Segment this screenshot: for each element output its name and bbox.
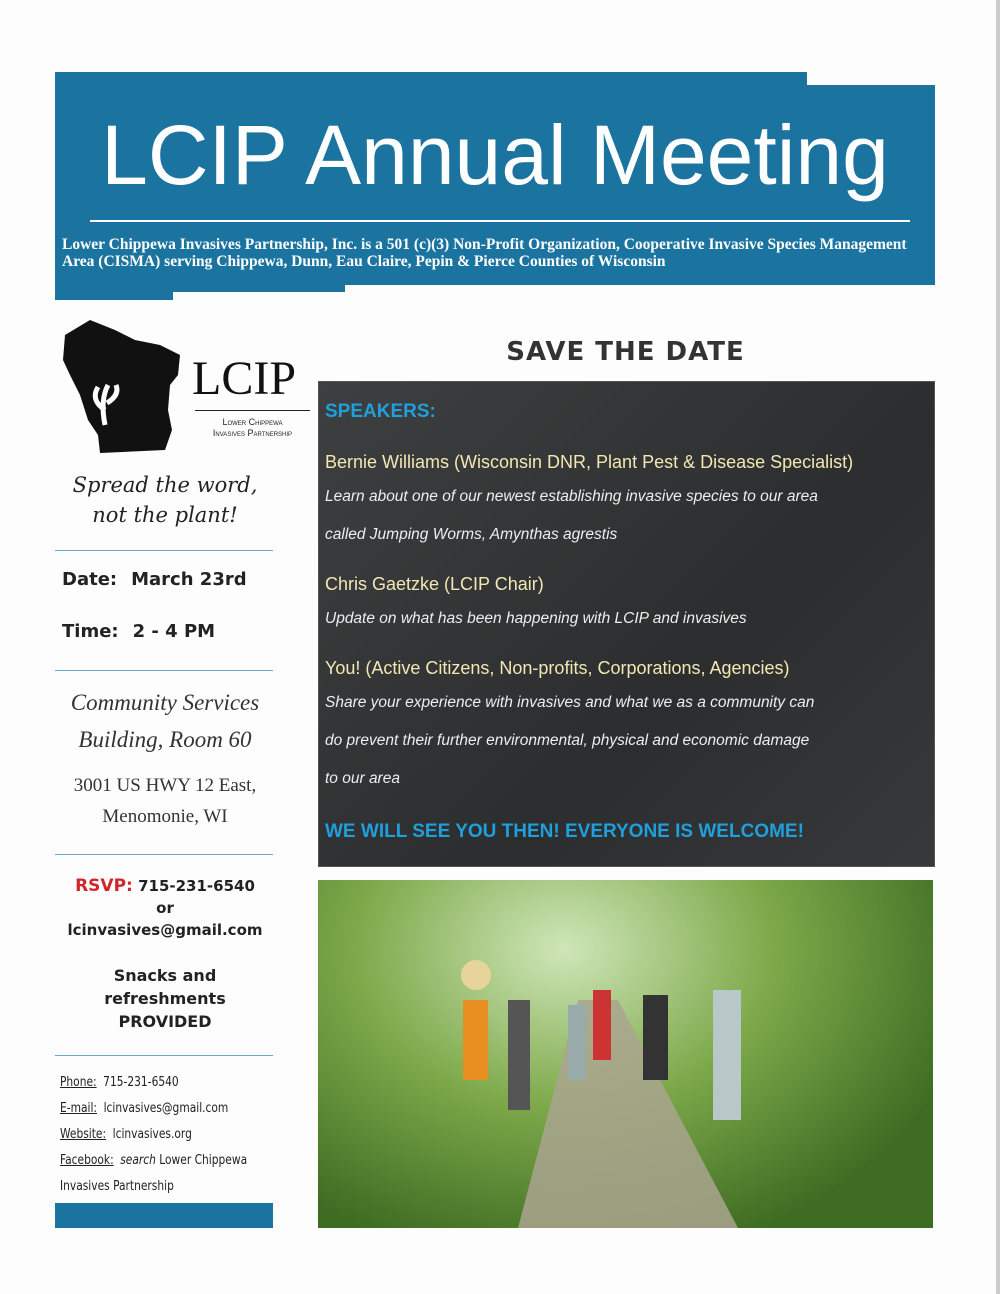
phone-label: Phone: bbox=[60, 1075, 97, 1090]
speakers-heading: SPEAKERS: bbox=[325, 401, 436, 422]
phone-value: 715-231-6540 bbox=[103, 1075, 179, 1090]
page-title: LCIP Annual Meeting bbox=[101, 108, 889, 202]
welcome-message: WE WILL SEE YOU THEN! EVERYONE IS WELCOME! bbox=[325, 821, 804, 842]
snacks-line: Snacks and bbox=[113, 966, 217, 985]
email-link[interactable]: lcinvasives@gmail.com bbox=[103, 1101, 229, 1116]
time-value: 2 - 4 PM bbox=[132, 621, 216, 642]
divider bbox=[55, 670, 273, 671]
desc-line: do prevent their further environmental, physical and economic damage bbox=[325, 732, 810, 749]
divider bbox=[55, 854, 273, 855]
speaker-desc bbox=[325, 600, 747, 638]
page-edge bbox=[996, 0, 1000, 1294]
facebook-name: Lower Chippewa bbox=[159, 1153, 248, 1168]
rsvp-label: RSVP: bbox=[75, 876, 133, 896]
header-subtitle: Lower Chippewa Invasives Partnership, Inc. is a 501 (c)(3) Non-Profit Organization, Cooperative Invasive Species Management Area (CISMA) serving Chippewa, Dunn, Eau Claire, Pepin & Pierce Counties of Wisconsin bbox=[62, 236, 907, 270]
wisconsin-map-logo-icon bbox=[60, 315, 190, 455]
website-label: Website: bbox=[60, 1127, 107, 1142]
logo-line: Invasives Partnership bbox=[212, 428, 293, 438]
speaker-name: Bernie Williams (Wisconsin DNR, Plant Pest & Disease Specialist) bbox=[325, 452, 854, 472]
slogan-line: not the plant! bbox=[92, 503, 238, 527]
address-line: 3001 US HWY 12 East, bbox=[73, 775, 257, 796]
date-label: Date: bbox=[62, 569, 118, 590]
divider bbox=[195, 410, 310, 411]
desc-line: Learn about one of our newest establishing invasive species to our area bbox=[325, 488, 818, 505]
logo-subtitle bbox=[190, 417, 315, 439]
facebook-label: Facebook: bbox=[60, 1153, 114, 1168]
group-outdoor-photo bbox=[318, 880, 933, 1228]
slogan bbox=[45, 470, 285, 530]
website-link[interactable]: lcinvasives.org bbox=[112, 1127, 192, 1142]
save-the-date-heading: SAVE THE DATE bbox=[506, 337, 745, 367]
speaker-desc bbox=[325, 684, 814, 798]
rsvp-email[interactable]: lcinvasives@gmail.com bbox=[67, 921, 263, 939]
desc-line: Update on what has been happening with LCIP and invasives bbox=[325, 610, 747, 627]
snacks-line: refreshments bbox=[104, 989, 226, 1008]
divider bbox=[55, 550, 273, 551]
logo-name: LCIP bbox=[192, 352, 297, 405]
facebook-search: search bbox=[120, 1153, 156, 1168]
time-label: Time: bbox=[62, 621, 119, 642]
contact-info bbox=[60, 1070, 273, 1200]
email-label: E-mail: bbox=[60, 1101, 98, 1116]
venue-line: Building, Room 60 bbox=[78, 727, 252, 752]
date-value: March 23rd bbox=[131, 569, 247, 590]
rsvp-or: or bbox=[156, 899, 174, 917]
address-line: Menomonie, WI bbox=[102, 806, 228, 827]
rsvp bbox=[45, 875, 285, 941]
facebook-name: Invasives Partnership bbox=[60, 1179, 174, 1194]
snacks-note bbox=[55, 964, 275, 1033]
logo-line: Lower Chippewa bbox=[222, 417, 283, 427]
speakers-box bbox=[318, 381, 935, 867]
desc-line: to our area bbox=[325, 770, 400, 787]
address bbox=[45, 770, 285, 832]
divider bbox=[55, 1055, 273, 1056]
snacks-line: PROVIDED bbox=[118, 1012, 212, 1031]
venue-line: Community Services bbox=[70, 690, 260, 715]
venue bbox=[45, 684, 285, 758]
slogan-line: Spread the word, bbox=[72, 473, 258, 497]
photo-scene bbox=[318, 880, 933, 1228]
speaker-desc bbox=[325, 478, 818, 554]
desc-line: Share your experience with invasives and what we as a community can bbox=[325, 694, 815, 711]
rsvp-phone: 715-231-6540 bbox=[138, 877, 255, 895]
header-band bbox=[55, 290, 173, 300]
event-time bbox=[62, 620, 215, 644]
speaker-name: You! (Active Citizens, Non-profits, Corporations, Agencies) bbox=[325, 658, 790, 678]
footer-band bbox=[55, 1203, 273, 1228]
speaker-name: Chris Gaetzke (LCIP Chair) bbox=[325, 574, 544, 594]
desc-line: called Jumping Worms, Amynthas agrestis bbox=[325, 526, 618, 543]
divider bbox=[90, 220, 910, 222]
event-date bbox=[62, 568, 247, 592]
